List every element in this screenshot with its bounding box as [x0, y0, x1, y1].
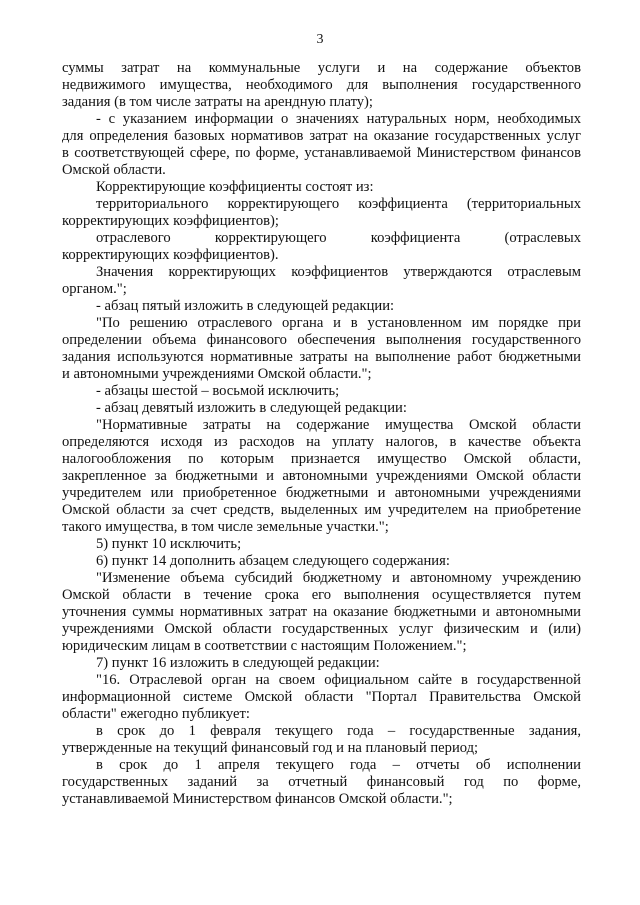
text-line: такого имущества, в том числе земельные участки.";	[62, 519, 389, 535]
text-line: "По решению отраслевого органа и в установленном им порядке при	[96, 315, 581, 331]
text-line: недвижимого имущества, необходимого для выполнения государственного	[62, 77, 581, 93]
text-line: области" ежегодно публикует:	[62, 706, 250, 722]
text-line: - абзац пятый изложить в следующей редакции:	[96, 298, 395, 314]
text-line: отраслевого корректирующего коэффициента (отраслевых	[96, 230, 581, 246]
text-line: определяются исходя из расходов на уплату налогов, в качестве объекта	[62, 434, 581, 450]
text-line: в срок до 1 февраля текущего года – государственные задания,	[96, 723, 581, 739]
text-line: органом.";	[62, 281, 127, 297]
text-line: утвержденные на текущий финансовый год и на плановый период;	[62, 740, 479, 756]
text-line: Омской области за счет средств, выделенных им учредителем на приобретение	[62, 502, 581, 518]
text-line: 7) пункт 16 изложить в следующей редакции:	[96, 655, 380, 671]
text-line: 6) пункт 14 дополнить абзацем следующего содержания:	[96, 553, 450, 569]
text-line: - абзацы шестой – восьмой исключить;	[96, 383, 340, 399]
text-line: в срок до 1 апреля текущего года – отчеты об исполнении	[96, 757, 581, 773]
text-line: Омской области.	[62, 162, 166, 178]
text-line: задания (в том числе затраты на арендную плату);	[62, 94, 373, 110]
text-line: территориального корректирующего коэффициента (территориальных	[96, 196, 581, 212]
document-body	[62, 60, 581, 808]
text-line: Омской области в течение срока его выполнения осуществляется путем	[62, 587, 581, 603]
text-line: информационной системе Омской области "Портал Правительства Омской	[62, 689, 581, 705]
text-line: определении объема финансового обеспечения выполнения государственного	[62, 332, 581, 348]
text-line: "Нормативные затраты на содержание имущества Омской области	[96, 417, 581, 433]
text-line: суммы затрат на коммунальные услуги и на содержание объектов	[62, 60, 581, 76]
text-line: - с указанием информации о значениях натуральных норм, необходимых	[96, 111, 581, 127]
text-line: - абзац девятый изложить в следующей редакции:	[96, 400, 407, 416]
text-line: для определения базовых нормативов затрат на оказание государственных услуг	[62, 128, 581, 144]
text-line: Значения корректирующих коэффициентов утверждаются отраслевым	[96, 264, 581, 280]
text-line: Корректирующие коэффициенты состоят из:	[96, 179, 374, 195]
text-line: корректирующих коэффициентов);	[62, 213, 279, 229]
text-line: закрепленное за бюджетными и автономными учреждениями Омской области	[62, 468, 581, 484]
text-line: государственных заданий за отчетный финансовый год по форме,	[62, 774, 581, 790]
text-line: "16. Отраслевой орган на своем официальном сайте в государственной	[96, 672, 581, 688]
text-line: учреждениями Омской области государственных услуг физическим и (или)	[62, 621, 581, 637]
text-line: задания используются нормативные затраты на выполнение работ бюджетными	[62, 349, 581, 365]
text-line: налогообложения по которым признается имущество Омской области,	[62, 451, 581, 467]
text-line: учредителем или приобретенное бюджетными и автономными учреждениями	[62, 485, 581, 501]
text-line: уточнения суммы нормативных затрат на оказание бюджетными и автономными	[62, 604, 581, 620]
text-line: юридическим лицам в соответствии с настоящим Положением.";	[62, 638, 467, 654]
text-line: корректирующих коэффициентов).	[62, 247, 279, 263]
text-line: 5) пункт 10 исключить;	[96, 536, 242, 552]
page-number: 3	[316, 32, 324, 47]
text-line: и автономными учреждениями Омской области.";	[62, 366, 372, 382]
text-line: "Изменение объема субсидий бюджетному и автономному учреждению	[96, 570, 581, 586]
text-line: в соответствующей сфере, по форме, устанавливаемой Министерством финансов	[62, 145, 581, 161]
text-line: устанавливаемой Министерством финансов Омской области.";	[62, 791, 453, 807]
